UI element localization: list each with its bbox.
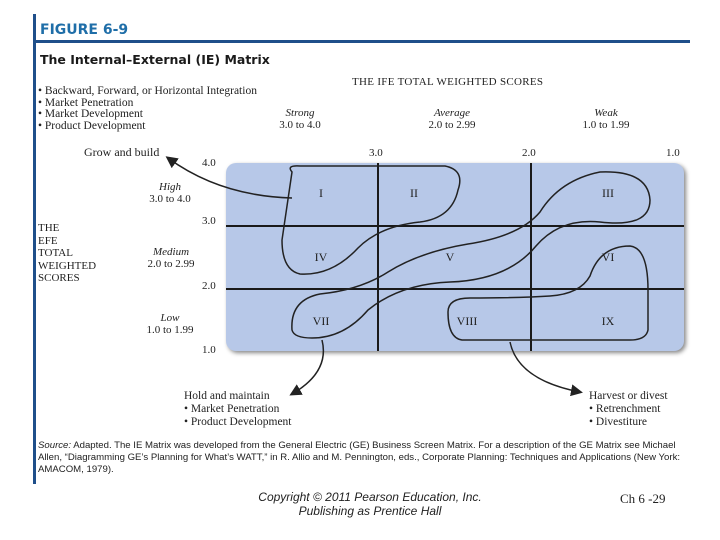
matrix-cell-label: II bbox=[410, 186, 418, 200]
copyright-line: Copyright © 2011 Pearson Education, Inc. bbox=[258, 490, 482, 504]
figure-label: FIGURE 6-9 bbox=[40, 22, 129, 38]
hold-maintain-outline bbox=[292, 172, 650, 338]
hold-maintain-title: Hold and maintain bbox=[184, 390, 270, 402]
efe-title-line: EFE bbox=[38, 234, 58, 247]
copyright-line: Publishing as Prentice Hall bbox=[298, 504, 442, 518]
hold-maintain-item: • Product Development bbox=[184, 416, 292, 428]
efe-row-name: Low bbox=[160, 312, 180, 324]
source-text: Adapted. The IE Matrix was developed from the General Electric (GE) Business Screen Matrix. For a description of the GE Matrix see Michael Allen, “Diagramming GE’s Planning for What’s WATT,” in R. Allio and M. Pennington, eds., Corporate Planning: Techniques and Applications (New York: AMACOM, 1979). bbox=[38, 440, 681, 475]
grow-strategy-item: • Market Development bbox=[38, 108, 143, 120]
matrix-cell-label: VI bbox=[601, 250, 615, 264]
efe-tick: 3.0 bbox=[202, 215, 216, 227]
efe-row-range: 2.0 to 2.99 bbox=[147, 258, 195, 270]
harvest-divest-block bbox=[589, 390, 668, 429]
grow-strategy-item: • Market Penetration bbox=[38, 96, 134, 109]
hold-maintain-arrow bbox=[292, 340, 323, 394]
matrix-cell-label: I bbox=[319, 186, 323, 200]
efe-title-line: THE bbox=[38, 222, 60, 234]
efe-title-line: WEIGHTED bbox=[38, 259, 97, 272]
grow-strategy-item: • Backward, Forward, or Horizontal Integration bbox=[38, 85, 257, 97]
page-number: Ch 6 -29 bbox=[620, 491, 666, 506]
efe-row-name: Medium bbox=[152, 246, 190, 258]
matrix-cell-label: IV bbox=[314, 250, 328, 264]
ife-column-range: 1.0 to 1.99 bbox=[582, 119, 630, 131]
harvest-divest-title: Harvest or divest bbox=[589, 390, 668, 402]
source-note bbox=[38, 440, 688, 476]
efe-row-range: 1.0 to 1.99 bbox=[146, 324, 194, 336]
ife-column-name: Weak bbox=[594, 107, 618, 119]
efe-title-line: TOTAL bbox=[38, 247, 73, 259]
efe-title-line: SCORES bbox=[38, 272, 80, 284]
harvest-divest-outline bbox=[448, 246, 648, 340]
ife-column-range: 3.0 to 4.0 bbox=[279, 119, 321, 131]
efe-tick: 2.0 bbox=[202, 280, 216, 292]
matrix-cell-label: VII bbox=[312, 314, 330, 328]
figure-title: The Internal–External (IE) Matrix bbox=[40, 52, 270, 67]
grow-strategy-item: • Product Development bbox=[38, 119, 146, 132]
ife-tick: 3.0 bbox=[369, 147, 383, 159]
efe-row-name: High bbox=[159, 181, 181, 193]
efe-tick: 1.0 bbox=[202, 344, 216, 356]
ife-column-name: Average bbox=[433, 107, 471, 119]
grow-build-outline bbox=[282, 166, 460, 274]
ife-column-range: 2.0 to 2.99 bbox=[428, 119, 476, 131]
harvest-divest-item: • Divestiture bbox=[589, 416, 647, 428]
ife-tick: 2.0 bbox=[522, 147, 536, 159]
copyright-notice bbox=[200, 490, 540, 518]
ife-tick: 1.0 bbox=[666, 147, 680, 159]
matrix-cell-label: V bbox=[445, 250, 455, 264]
grow-build-arrow bbox=[168, 158, 292, 198]
matrix-cell-label: VIII bbox=[456, 314, 478, 328]
matrix-cell-label: IX bbox=[601, 314, 615, 328]
source-label: Source: bbox=[38, 440, 72, 451]
hold-maintain-item: • Market Penetration bbox=[184, 403, 280, 415]
ife-title: THE IFE TOTAL WEIGHTED SCORES bbox=[352, 76, 544, 88]
efe-tick: 4.0 bbox=[202, 157, 216, 169]
harvest-divest-item: • Retrenchment bbox=[589, 403, 661, 415]
matrix-cell-label: III bbox=[602, 186, 614, 200]
hold-maintain-block bbox=[184, 390, 292, 429]
ife-column-name: Strong bbox=[285, 107, 315, 119]
grow-build-label: Grow and build bbox=[84, 145, 160, 159]
efe-row-range: 3.0 to 4.0 bbox=[149, 193, 191, 205]
harvest-divest-arrow bbox=[510, 342, 580, 392]
